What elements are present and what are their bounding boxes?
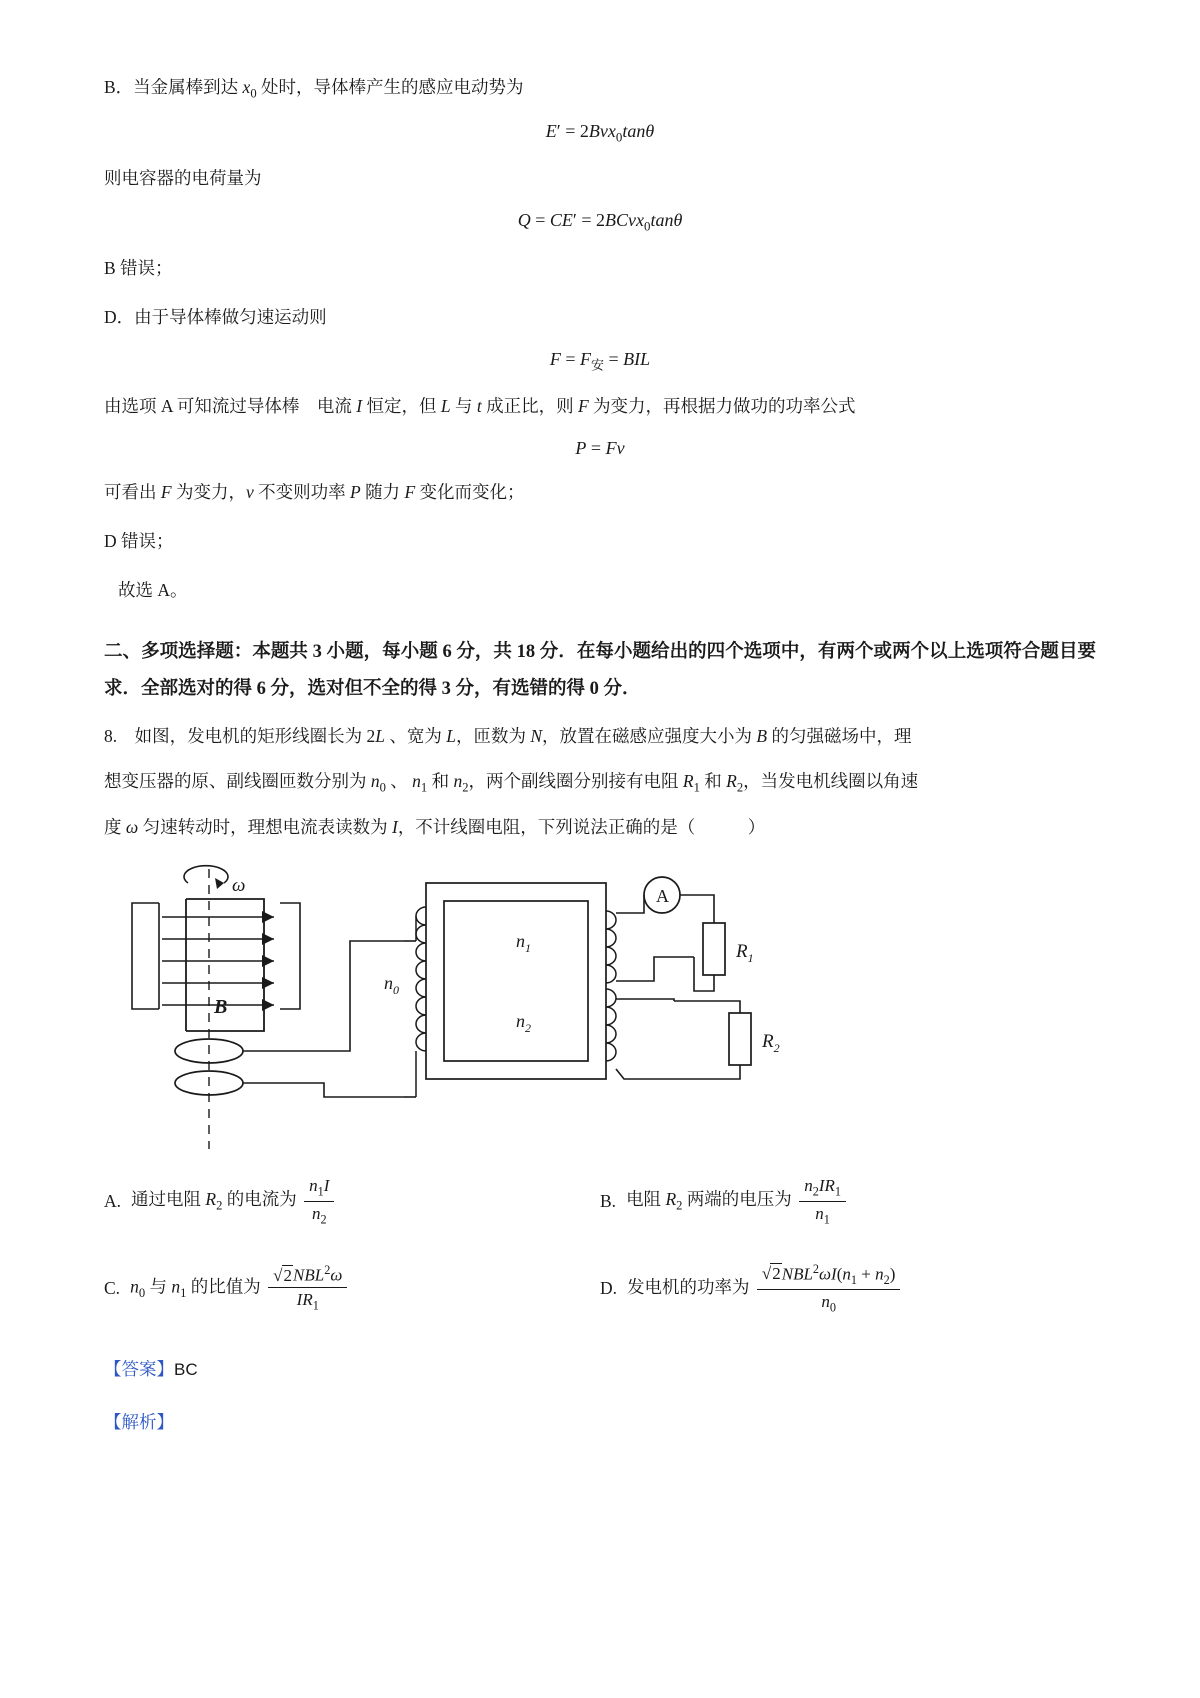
label-n0: $n_0$	[384, 973, 399, 998]
option-d-verdict: D 错误；	[104, 531, 174, 552]
option-c[interactable]	[104, 1262, 600, 1316]
option-d[interactable]	[600, 1262, 1096, 1316]
option-c-fraction: $\frac{√2NBL^2\omega}{IR_1}$	[268, 1263, 347, 1314]
option-a-label: A.	[104, 1190, 122, 1211]
label-n2: $n_2$	[516, 1011, 531, 1036]
label-r2: $R_2$	[762, 1031, 780, 1056]
option-b[interactable]	[600, 1175, 1096, 1227]
ammeter-icon: A	[656, 886, 669, 907]
formula-emf-b: E′ = 2Bvx$_0$tanθ	[545, 120, 655, 145]
question-line-2: 想变压器的原、副线圈匝数分别为 $n_0$ 、 $n_1$ 和 $n_2$，两个副线圈分别接有电阻 $R_1$ 和 $R_2$，当发电机线圈以角速	[104, 770, 919, 795]
formula-force-d: $F = F_安$ = BIL	[549, 348, 651, 373]
options-grid	[104, 1175, 1096, 1315]
options-row-1	[104, 1175, 1096, 1227]
power-explain: 可看出 F 为变力，v 不变则功率 P 随力 F 变化而变化；	[104, 482, 525, 503]
circuit-diagram	[114, 861, 974, 1161]
question-line-1: 8. 如图，发电机的矩形线圈长为 2L 、宽为 L，匝数为 N，放置在磁感应强度大小为 B 的匀强磁场中，理	[104, 725, 912, 746]
answer-line	[104, 1352, 1096, 1387]
label-magnetic-field: B	[214, 996, 228, 1019]
option-b-line: B．当金属棒到达 $x_0$ 处时，导体棒产生的感应电动势为	[104, 77, 524, 101]
options-row-2	[104, 1262, 1096, 1316]
option-b-fraction: $\frac{n_2IR_1}{n_1}$	[799, 1175, 846, 1227]
formula-power-p: P = Fv	[575, 438, 625, 459]
option-d-label: D.	[600, 1278, 618, 1299]
option-c-label: C.	[104, 1278, 121, 1299]
analysis-line	[104, 1409, 1096, 1434]
option-b-label: B.	[600, 1190, 617, 1211]
question-line-3: 度 ω 匀速转动时，理想电流表读数为 I，不计线圈电阻，下列说法正确的是（ ）	[104, 816, 766, 837]
final-choice: 故选 A。	[118, 580, 188, 601]
option-c-text: $n_0$ 与 $n_1$ 的比值为 $\frac{√2NBL^2\omega}{IR_1}$	[130, 1263, 350, 1314]
option-a[interactable]	[104, 1175, 600, 1227]
capacitor-charge-line: 则电容器的电荷量为	[104, 168, 262, 189]
label-omega: ω	[232, 875, 246, 897]
option-b-verdict: B 错误；	[104, 257, 173, 278]
option-d-line: D．由于导体棒做匀速运动则	[104, 306, 327, 327]
formula-charge-q: Q = CE′ = 2BCvx$_0$tanθ	[517, 210, 683, 234]
option-a-fraction: $\frac{n_1I}{n_2}$	[304, 1175, 334, 1227]
label-r1: $R_1$	[736, 941, 754, 966]
section-heading: 二、多项选择题：本题共 3 小题，每小题 6 分，共 18 分．在每小题给出的四个选项中，有两个或两个以上选项符合题目要求．全部选对的得 6 分，选对但不全的得 3 分，有选错的得 0 分．	[104, 642, 1096, 699]
analysis-tag: 【解析】	[104, 1411, 174, 1432]
option-d-text: 发电机的功率为 $\frac{√2NBL^2\omega I(n_1 + n_2)}{n_0}$	[627, 1262, 903, 1316]
option-d-fraction: $\frac{√2NBL^2\omega I(n_1 + n_2)}{n_0}$	[757, 1262, 901, 1316]
generator-transformer-figure	[104, 861, 1096, 1161]
option-a-text: 通过电阻 $R_2$ 的电流为 $\frac{n_1I}{n_2}$	[131, 1175, 337, 1227]
answer-value: BC	[174, 1359, 198, 1379]
option-b-text: 电阻 $R_2$ 两端的电压为 $\frac{n_2IR_1}{n_1}$	[626, 1175, 849, 1227]
option-d-explain: 由选项 A 可知流过导体棒 电流 I 恒定，但 L 与 t 成正比，则 F 为变力，再根据力做功的功率公式	[104, 396, 856, 417]
answer-tag: 【答案】	[104, 1358, 174, 1379]
label-n1: $n_1$	[516, 931, 531, 956]
